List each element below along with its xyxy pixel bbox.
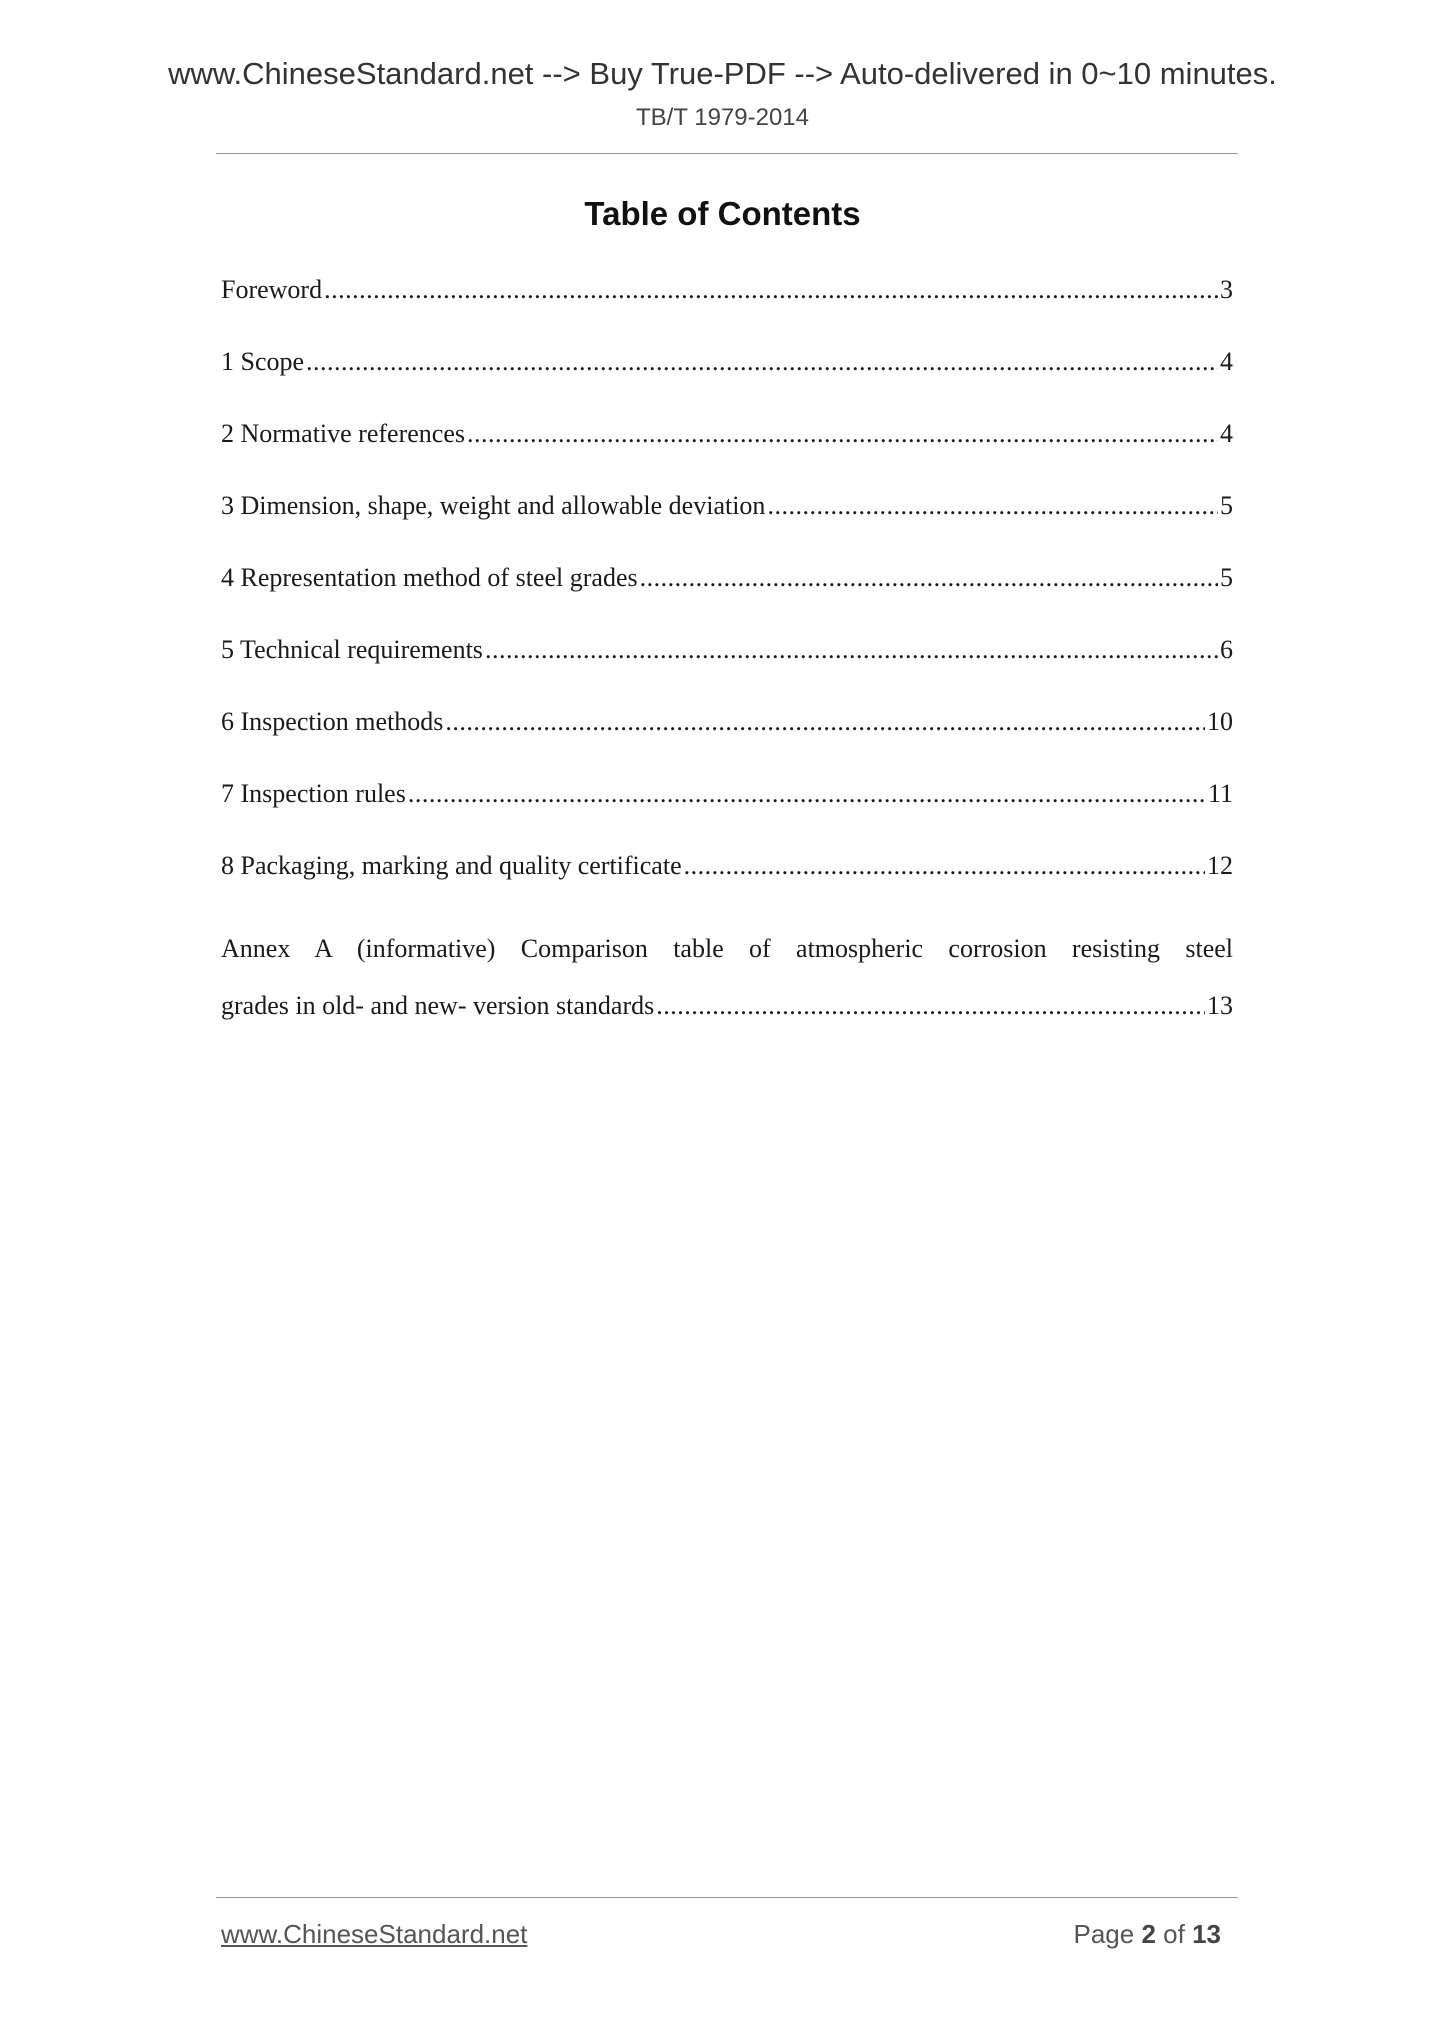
- toc-entry-page: 4: [1220, 347, 1233, 376]
- toc-entry-page: 5: [1220, 491, 1233, 520]
- header-banner: www.ChineseStandard.net --> Buy True-PDF --> Auto-delivered in 0~10 minutes.: [168, 56, 1277, 91]
- toc-entry-label: 6 Inspection methods: [221, 707, 444, 736]
- dot-leader: [408, 776, 1206, 812]
- toc-entry-label: 1 Scope: [221, 347, 305, 376]
- toc-entry-label: 2 Normative references: [221, 419, 465, 448]
- toc-entry-page: 12: [1207, 851, 1233, 880]
- page-number: [1073, 1918, 1221, 1950]
- page-total: 13: [1192, 1919, 1221, 1949]
- footer-divider: [216, 1897, 1238, 1898]
- table-of-contents: [221, 272, 1233, 1034]
- toc-entry-label: 5 Technical requirements: [221, 635, 483, 664]
- toc-entry-packaging[interactable]: [221, 848, 1233, 920]
- dot-leader: [467, 416, 1218, 452]
- toc-entry-page: 6: [1220, 635, 1233, 664]
- toc-entry-label-line1: Annex A (informative) Comparison table of atmospheric corrosion resisting steel: [221, 934, 1233, 963]
- page-of-label: of: [1163, 1919, 1185, 1949]
- toc-entry-scope[interactable]: [221, 344, 1233, 416]
- toc-entry-label: 4 Representation method of steel grades: [221, 563, 638, 592]
- toc-entry-representation[interactable]: [221, 560, 1233, 632]
- toc-entry-page: 5: [1220, 563, 1233, 592]
- toc-entry-label: 7 Inspection rules: [221, 779, 406, 808]
- dot-leader: [324, 272, 1218, 308]
- dot-leader: [485, 632, 1218, 668]
- toc-entry-page: 4: [1220, 419, 1233, 448]
- dot-leader: [684, 848, 1205, 884]
- toc-entry-annex-a[interactable]: [221, 920, 1233, 1034]
- toc-entry-normative-references[interactable]: [221, 416, 1233, 488]
- standard-code: TB/T 1979-2014: [635, 104, 809, 131]
- toc-title: Table of Contents: [584, 195, 861, 232]
- dot-leader: [767, 488, 1218, 524]
- toc-entry-label: 3 Dimension, shape, weight and allowable deviation: [221, 491, 766, 520]
- toc-entry-label: 8 Packaging, marking and quality certificate: [221, 851, 682, 880]
- toc-entry-page: 11: [1207, 779, 1233, 808]
- toc-entry-inspection-rules[interactable]: [221, 776, 1233, 848]
- toc-entry-technical-requirements[interactable]: [221, 632, 1233, 704]
- toc-entry-dimension[interactable]: [221, 488, 1233, 560]
- toc-entry-inspection-methods[interactable]: [221, 704, 1233, 776]
- toc-entry-label-line2: grades in old- and new- version standards: [221, 991, 655, 1020]
- footer-website-link[interactable]: www.ChineseStandard.net: [221, 1919, 528, 1949]
- header-divider: [216, 153, 1238, 154]
- page-current: 2: [1141, 1919, 1156, 1949]
- dot-leader: [306, 344, 1218, 380]
- toc-entry-label: Foreword: [221, 275, 323, 304]
- toc-entry-page: 13: [1207, 991, 1233, 1020]
- dot-leader: [656, 977, 1205, 1034]
- page-label: Page: [1073, 1919, 1135, 1949]
- dot-leader: [445, 704, 1205, 740]
- toc-entry-page: 3: [1220, 275, 1233, 304]
- toc-entry-page: 10: [1207, 707, 1233, 736]
- dot-leader: [640, 560, 1218, 596]
- toc-entry-foreword[interactable]: [221, 272, 1233, 344]
